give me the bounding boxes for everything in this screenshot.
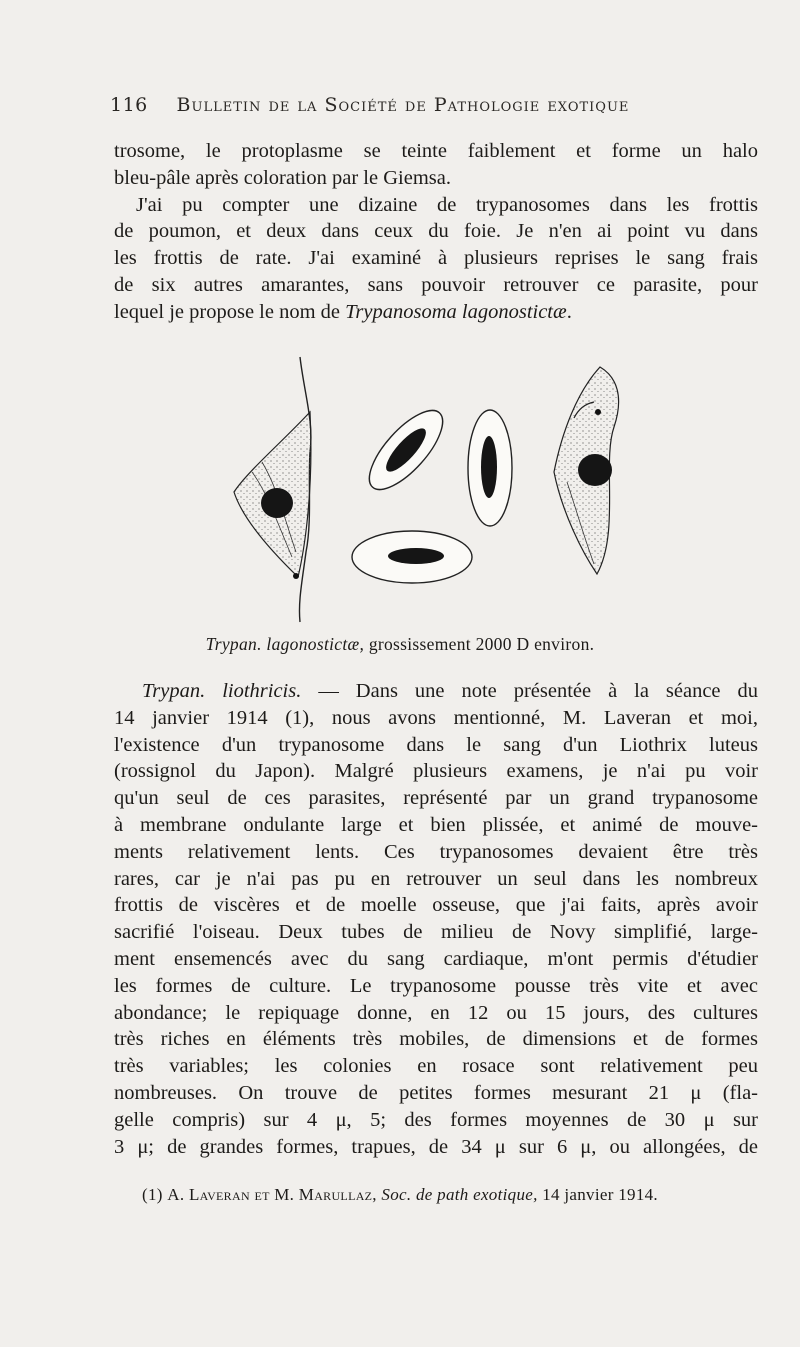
text-line: nombreuses. On trouve de petites formes mesurant 21 μ (fla- — [114, 1081, 758, 1104]
text-line — [114, 678, 758, 705]
trypanosome-ring-1-drawing — [358, 399, 455, 500]
text-line: abondance; le repiquage donne, en 12 ou 15 jours, des cultures — [114, 1001, 758, 1024]
body-text-bottom — [114, 678, 758, 1160]
text-line: 14 janvier 1914 (1), nous avons mentionné, M. Laveran et moi, — [114, 706, 758, 729]
text-line: à membrane ondulante large et bien plissée, et animé de mouve- — [114, 813, 758, 836]
text-fragment: — Dans une note présentée à la séance du — [301, 680, 759, 702]
footnote-date: 14 janvier 1914. — [542, 1185, 658, 1204]
running-header — [110, 94, 680, 116]
caption-species: Trypan. lagonostictæ, — [205, 634, 365, 654]
text-line: l'existence d'un trypanosome dans le sang d'un Liothrix luteus — [114, 733, 758, 756]
text-line: (rossignol du Japon). Malgré plusieurs examens, je n'ai pu voir — [114, 760, 758, 783]
species-name: Trypanosoma lagonostictæ — [345, 300, 567, 323]
text-line: frottis de viscères et de moelle osseuse, que j'ai faits, après avoir — [114, 894, 758, 917]
text-line: de six autres amarantes, sans pouvoir retrouver ce parasite, pour — [114, 273, 758, 296]
text-line: bleu-pâle après coloration par le Giemsa. — [114, 166, 451, 189]
journal-title: Bulletin de la Société de Pathologie exotique — [176, 94, 630, 116]
text-line: rares, car je n'ai pas pu en retrouver un seul dans les nombreux — [114, 867, 758, 890]
text-fragment: . — [566, 300, 572, 323]
figure-caption — [0, 634, 800, 655]
text-line — [114, 299, 758, 326]
caption-text: grossissement 2000 D environ. — [364, 634, 595, 654]
trypanosome-right-drawing — [554, 367, 619, 574]
trypanosome-illustration — [222, 352, 642, 632]
text-line: les frottis de rate. J'ai examiné à plusieurs reprises le sang frais — [114, 247, 758, 270]
text-fragment: lequel je propose le nom de — [114, 300, 346, 323]
body-text-top — [114, 138, 758, 326]
text-line: très variables; les colonies en rosace sont relativement peu — [114, 1055, 758, 1078]
text-line: de poumon, et deux dans ceux du foie. Je n'en ai point vu dans — [114, 220, 758, 243]
footnote-marker: (1) — [142, 1185, 163, 1204]
text-line: J'ai pu compter une dizaine de trypanosomes dans les frottis — [136, 193, 758, 216]
trypanosome-left-drawing — [234, 357, 311, 622]
text-line: qu'un seul de ces parasites, représenté par un grand trypanosome — [114, 787, 758, 810]
text-line: gelle compris) sur 4 μ, 5; des formes moyennes de 30 μ sur — [114, 1108, 758, 1131]
text-line: ments relativement lents. Ces trypanosomes devaient être très — [114, 840, 758, 863]
text-line: très riches en éléments très mobiles, de dimensions et de formes — [114, 1028, 758, 1051]
text-line: ment ensemencés avec du sang cardiaque, m'ont permis d'étudier — [114, 947, 758, 970]
text-line: sacrifié l'oiseau. Deux tubes de milieu de Novy simplifié, large- — [114, 921, 758, 944]
footnote-authors: A. Laveran et M. Marullaz, — [167, 1185, 377, 1204]
footnote — [142, 1185, 762, 1205]
text-line: 3 μ; de grandes formes, trapues, de 34 μ sur 6 μ, ou allongées, de — [114, 1135, 758, 1158]
trypanosome-ring-3-drawing — [352, 531, 472, 583]
trypanosome-ring-2-drawing — [468, 410, 512, 526]
text-line: trosome, le protoplasme se teinte faiblement et forme un halo — [114, 140, 758, 162]
text-line: les formes de culture. Le trypanosome pousse très vite et avec — [114, 974, 758, 997]
page-number: 116 — [110, 94, 148, 116]
species-heading: Trypan. liothricis. — [142, 680, 302, 702]
footnote-journal: Soc. de path exotique, — [381, 1185, 538, 1204]
